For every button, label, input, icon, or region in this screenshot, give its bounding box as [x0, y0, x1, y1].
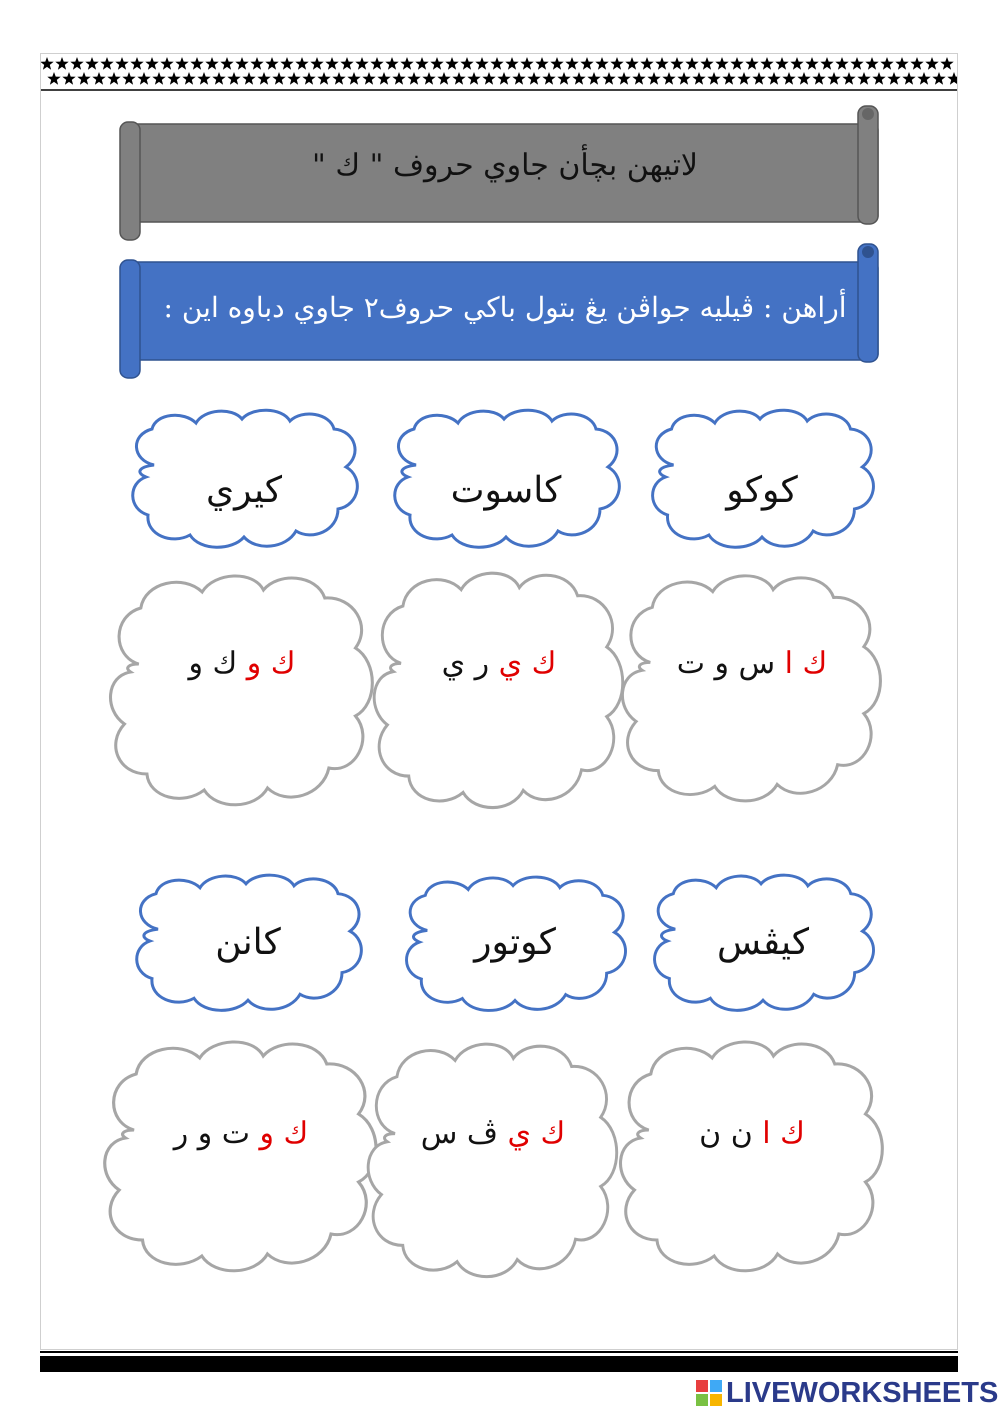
answer-cloud[interactable] [614, 1034, 890, 1278]
banners [0, 0, 1000, 400]
answer-letters [368, 646, 630, 681]
given-letters: ك ا [762, 1116, 805, 1151]
footer-divider [40, 1351, 958, 1353]
logo-mark-icon [696, 1380, 722, 1406]
footer-bar [40, 1356, 958, 1372]
answer-cloud[interactable] [368, 565, 630, 815]
word-label: كيري [205, 470, 283, 511]
answer-letters [98, 1116, 384, 1151]
worksheet-title: لاتيهن بچأن جاوي حروف " ك " [312, 148, 698, 183]
given-letters: ك و [259, 1116, 309, 1151]
brand-name: LIVEWORKSHEETS [726, 1376, 999, 1409]
word-label: كانن [215, 922, 281, 963]
target-letters: ر ي [441, 646, 499, 681]
worksheet-instruction: أراهن : ڤيليه جواڤن يڠ بتول باكي حروف٢ جاوي دباوه اين : [163, 291, 847, 324]
target-letters: ك و [188, 646, 247, 681]
answer-cloud[interactable] [616, 568, 888, 808]
answer-cloud[interactable] [104, 568, 380, 812]
answer-cloud[interactable] [98, 1034, 384, 1278]
answer-letters [104, 646, 380, 681]
target-letters: ن ن [699, 1116, 763, 1151]
target-letters: س و ت [676, 646, 785, 681]
word-label: كاسوت [450, 470, 562, 511]
given-letters: ك ي [507, 1116, 566, 1151]
target-letters: ت و ر [173, 1116, 260, 1151]
given-letters: ك ا [784, 646, 828, 681]
word-label: كوكو [726, 470, 798, 511]
word-label: كوتور [474, 922, 556, 963]
given-letters: ك ي [498, 646, 557, 681]
word-label: كيڤس [716, 922, 810, 963]
answer-letters [616, 646, 888, 681]
answer-cloud[interactable] [362, 1036, 624, 1284]
answer-letters [362, 1116, 624, 1151]
given-letters: ك و [246, 646, 296, 681]
target-letters: ڤ س [420, 1116, 508, 1151]
liveworksheets-logo[interactable] [696, 1378, 998, 1408]
answer-letters [614, 1116, 890, 1151]
